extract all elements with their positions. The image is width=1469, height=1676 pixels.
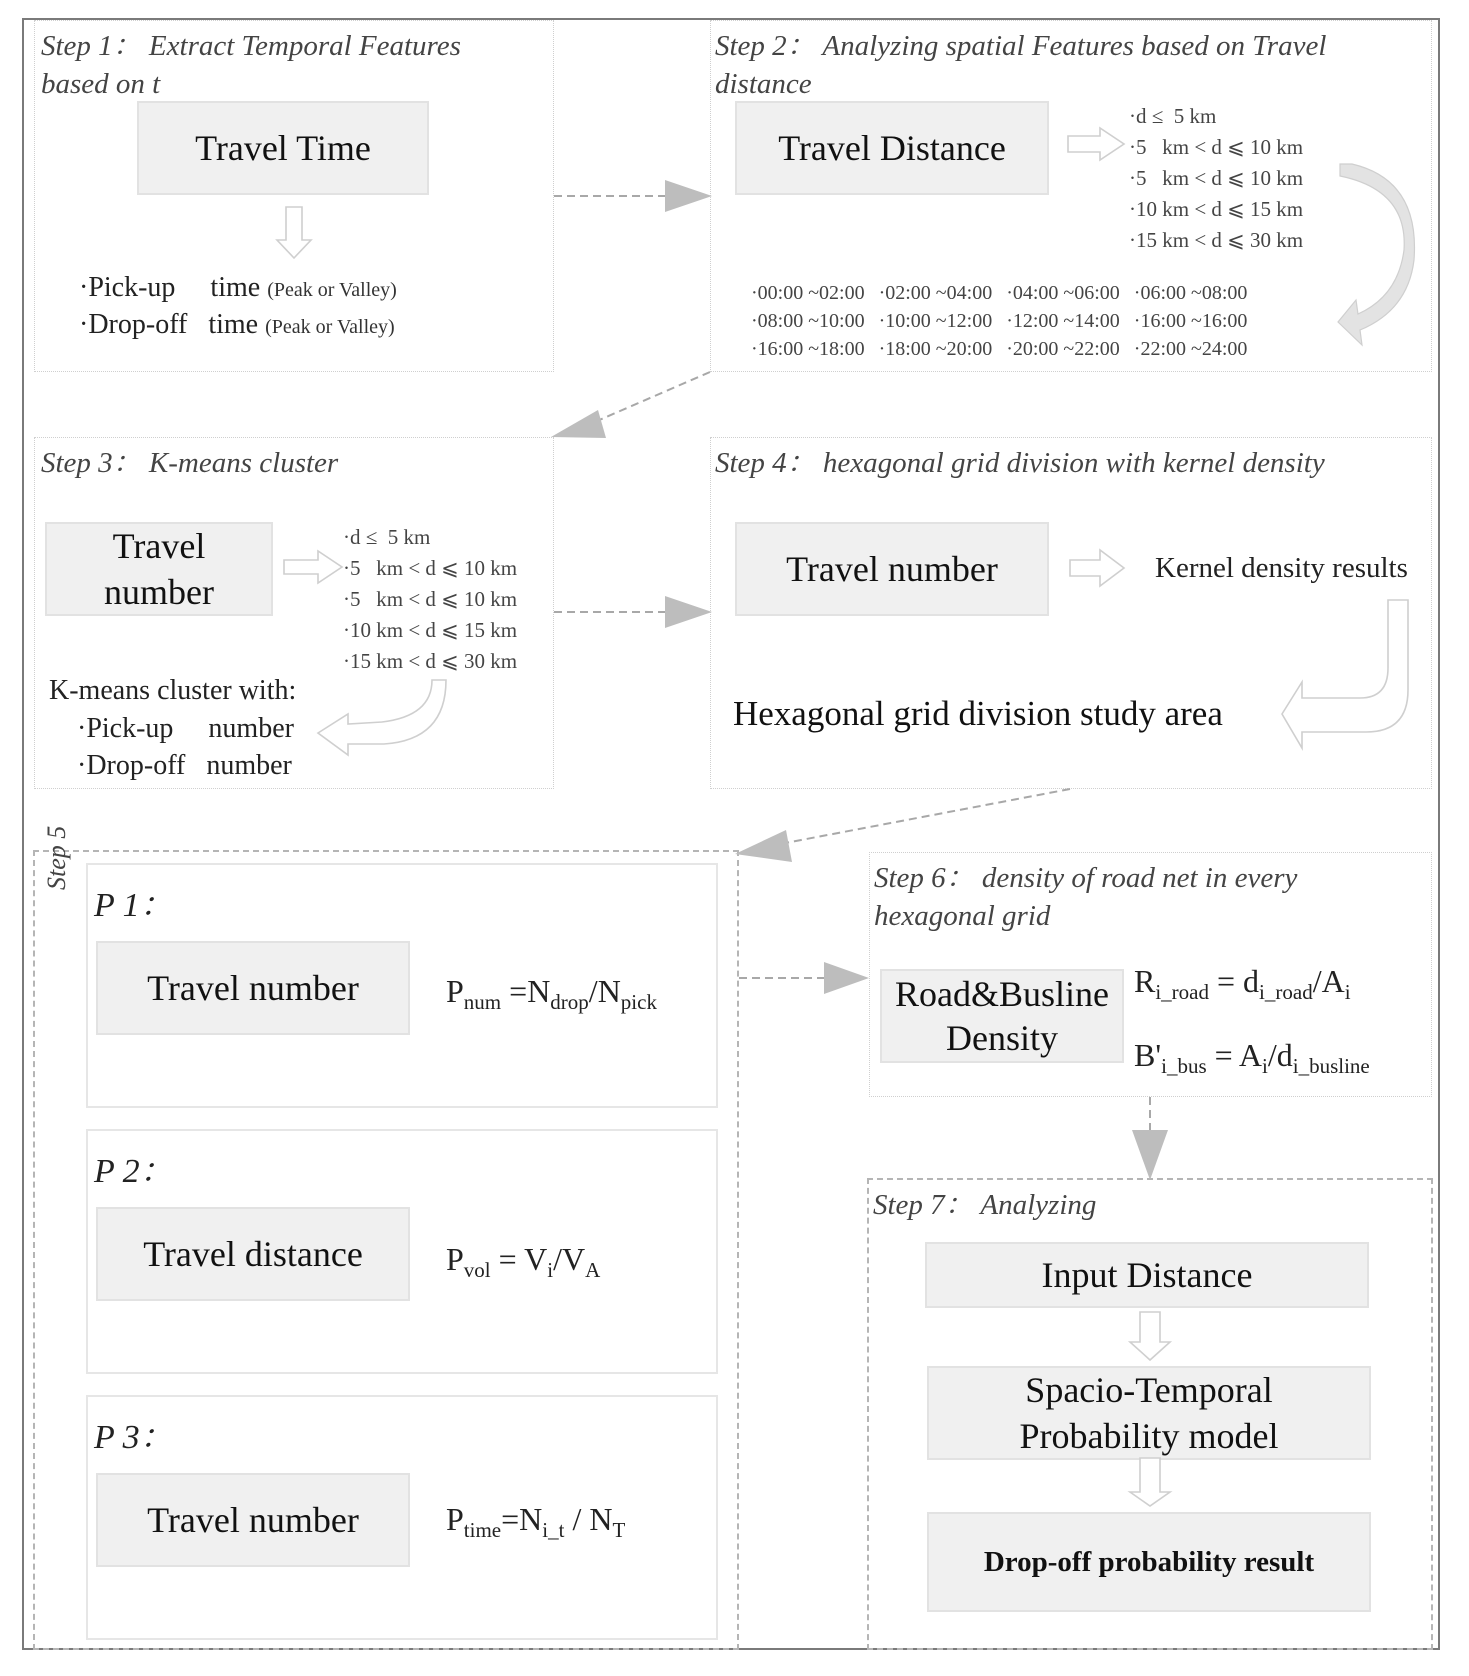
distance-item: ·5 km < d ⩽ 10 km <box>343 587 518 611</box>
kernel-density-results: Kernel density results <box>1155 552 1408 584</box>
box-line: Road&Busline <box>895 974 1109 1014</box>
distance-item: ·15 km < d ⩽ 30 km <box>343 649 518 673</box>
arrowhead-step4 <box>665 596 712 628</box>
step7-title: Step 7： Analyzing <box>873 1189 1097 1221</box>
p2-formula: $P_{vol} = V_i/V_A$ <box>446 1241 601 1282</box>
time-slot: ·16:00 ~16:00 <box>1133 310 1248 332</box>
travel-distance-box: Travel Distance <box>735 101 1049 195</box>
box-line: number <box>104 572 214 612</box>
down-arrow-icon <box>1130 1312 1170 1360</box>
arrowhead-step6 <box>824 962 869 994</box>
distance-item: ·15 km < d ⩽ 30 km <box>1129 228 1304 252</box>
step3-title: Step 3： K-means cluster <box>41 447 339 479</box>
step3-item-pickup: ·Pick-up number <box>77 713 294 744</box>
distance-item: ·d ≤ 5 km <box>1129 104 1217 128</box>
p3-title: P 3： <box>94 1419 174 1456</box>
down-arrow-icon <box>277 207 311 258</box>
box-line: Density <box>946 1018 1058 1058</box>
time-slot: ·16:00 ~18:00 <box>751 338 865 360</box>
time-slot: ·00:00 ~02:00 <box>751 282 865 304</box>
right-arrow-icon <box>1070 550 1124 586</box>
p1-formula: $P_{num} =N_{drop}/N_{pick}$ <box>446 973 657 1014</box>
arrowhead-step7 <box>1132 1130 1168 1180</box>
right-arrow-icon <box>284 551 342 583</box>
drop-off-probability-result-box: Drop-off probability result <box>927 1512 1371 1612</box>
step2-title: Step 2： Analyzing spatial Features based on Travel distance <box>715 30 1327 100</box>
time-slot: ·18:00 ~20:00 <box>878 338 993 360</box>
time-slot: ·20:00 ~22:00 <box>1006 338 1120 360</box>
box-line: Spacio-Temporal <box>1025 1370 1273 1410</box>
arrowhead-step2 <box>665 180 712 212</box>
distance-item: ·d ≤ 5 km <box>343 525 431 549</box>
input-distance-box: Input Distance <box>925 1242 1369 1308</box>
p1-travel-number-box: Travel number <box>96 941 410 1035</box>
time-slot: ·04:00 ~06:00 <box>1006 282 1120 304</box>
down-arrow-icon <box>1130 1458 1170 1506</box>
kmeans-label: K-means cluster with: <box>49 675 297 706</box>
connector-step4-step5 <box>780 789 1070 844</box>
time-slot: ·06:00 ~08:00 <box>1133 282 1248 304</box>
travel-number-box: Travel number <box>735 522 1049 616</box>
step6-title: Step 6： density of road net in every hexagonal grid <box>874 862 1298 932</box>
travel-time-box: Travel Time <box>137 101 429 195</box>
step1-item-dropoff: ·Drop-off time (Peak or Valley) <box>79 309 395 340</box>
step4-title: Step 4： hexagonal grid division with kernel density <box>715 447 1325 479</box>
p2-title: P 2： <box>94 1153 174 1190</box>
curved-arrow-icon <box>1282 600 1408 748</box>
right-arrow-icon <box>1068 128 1124 160</box>
hexagonal-grid-area: Hexagonal grid division study area <box>733 694 1223 733</box>
curved-arrow-icon <box>1338 164 1414 345</box>
connector-step2-step3 <box>590 372 710 424</box>
box-line: Probability model <box>1019 1416 1279 1456</box>
arrowhead-step5 <box>735 830 792 862</box>
curved-arrow-icon <box>318 680 446 755</box>
time-slot: ·12:00 ~14:00 <box>1006 310 1120 332</box>
distance-item: ·5 km < d ⩽ 10 km <box>343 556 518 580</box>
distance-item: ·5 km < d ⩽ 10 km <box>1129 166 1304 190</box>
step1-item-pickup: ·Pick-up time (Peak or Valley) <box>79 272 397 303</box>
step5-label: Step 5 <box>42 825 71 890</box>
distance-item: ·5 km < d ⩽ 10 km <box>1129 135 1304 159</box>
step1-title: Step 1： Extract Temporal Features based on t <box>41 30 461 100</box>
p3-formula: $P_{time}=N_{i\_t} / N_T$ <box>446 1501 626 1542</box>
step3-item-dropoff: ·Drop-off number <box>77 750 292 781</box>
distance-item: ·10 km < d ⩽ 15 km <box>1129 197 1304 221</box>
time-slot: ·22:00 ~24:00 <box>1133 338 1248 360</box>
road-density-formula: $R_{i\_road} = d_{i\_road}/A_i$ <box>1134 963 1351 1004</box>
distance-item: ·10 km < d ⩽ 15 km <box>343 618 518 642</box>
p2-travel-distance-box: Travel distance <box>96 1207 410 1301</box>
p3-travel-number-box: Travel number <box>96 1473 410 1567</box>
bus-density-formula: $B'_{i\_bus} = A_i/d_{i\_busline}$ <box>1134 1037 1370 1078</box>
box-line: Travel <box>112 526 206 566</box>
arrowhead-step3 <box>551 410 606 438</box>
time-slot: ·02:00 ~04:00 <box>878 282 993 304</box>
time-slot: ·10:00 ~12:00 <box>878 310 993 332</box>
p1-title: P 1： <box>94 887 174 924</box>
time-slot: ·08:00 ~10:00 <box>751 310 865 332</box>
